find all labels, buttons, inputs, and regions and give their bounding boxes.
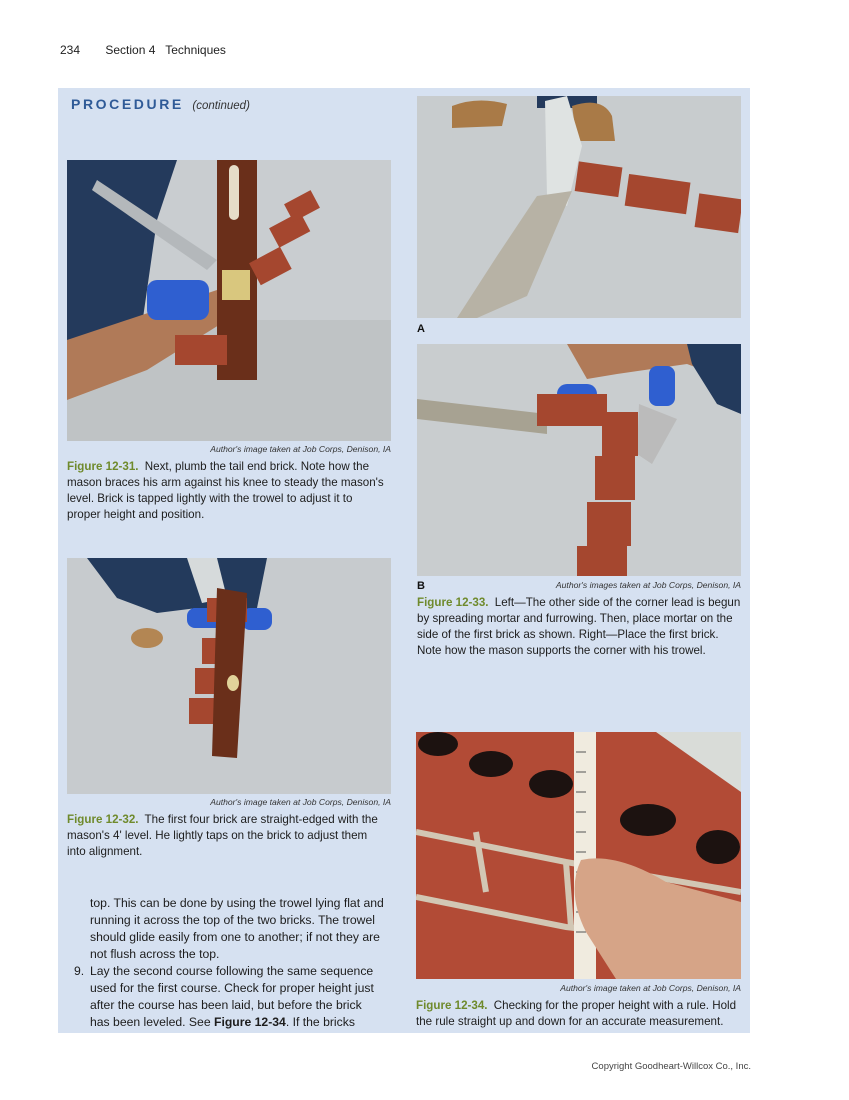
figure-12-31-credit: Author's image taken at Job Corps, Denison, IA <box>210 444 391 454</box>
figure-12-33-credit: Author's images taken at Job Corps, Denison, IA <box>555 580 741 590</box>
step-9-text-before: Lay the second course following the same sequence used for the first course. Check for proper height just after the course has been laid, but before the brick has been leveled. See <box>90 964 374 1029</box>
figure-12-32-credit: Author's image taken at Job Corps, Denison, IA <box>210 797 391 807</box>
step-9-figure-ref: Figure 12-34 <box>214 1015 286 1029</box>
step-continuation: top. This can be done by using the trowel lying flat and running it across the top of the two bricks. The trowel should glide easily from one to another; if not they are not flush across the top. <box>90 896 384 961</box>
figure-12-31-text: Next, plumb the tail end brick. Note how the mason braces his arm against his knee to steady the mason's level. Brick is tapped lightly with the trowel to adjust it to proper height and position. <box>67 460 384 521</box>
figure-12-33-sublabel-b: B <box>417 580 425 592</box>
figure-12-33-caption <box>417 595 743 659</box>
figure-12-31-caption <box>67 459 385 523</box>
step-9-text-after: . If the bricks <box>285 1015 355 1029</box>
procedure-body-text <box>74 895 384 1031</box>
figure-12-32-caption <box>67 812 385 860</box>
figure-12-33-label: Figure 12-33. <box>417 596 489 609</box>
figure-12-31-photo <box>67 160 391 441</box>
figure-12-33-photo-a <box>417 96 741 318</box>
copyright-notice: Copyright Goodheart-Willcox Co., Inc. <box>591 1061 751 1072</box>
step-9-text <box>90 963 384 1031</box>
figure-12-33-text: Left—The other side of the corner lead is begun by spreading mortar and furrowing. Then, place mortar on the side of the first brick as shown. Right—Place the first brick. Note how the mason supports the corner with his trowel. <box>417 596 741 657</box>
figure-12-34-credit: Author's image taken at Job Corps, Denison, IA <box>560 983 741 993</box>
figure-12-34-label: Figure 12-34. <box>416 999 488 1012</box>
step-9-number: 9. <box>74 964 85 978</box>
figure-12-34-photo <box>416 732 741 979</box>
section-title: Techniques <box>165 43 226 57</box>
figure-12-33-photo-b <box>417 344 741 576</box>
figure-12-32-label: Figure 12-32. <box>67 813 139 826</box>
figure-12-32-text: The first four brick are straight-edged with the mason's 4' level. He lightly taps on the brick to adjust them into alignment. <box>67 813 378 858</box>
procedure-continued: (continued) <box>192 100 250 112</box>
procedure-heading <box>71 96 250 112</box>
figure-12-31-label: Figure 12-31. <box>67 460 139 473</box>
running-header <box>60 43 226 57</box>
figure-12-34-caption <box>416 998 744 1030</box>
step-9 <box>74 963 384 1031</box>
section-number: Section 4 <box>105 43 156 57</box>
figure-12-34-text: Checking for the proper height with a rule. Hold the rule straight up and down for an accurate measurement. <box>416 999 737 1028</box>
procedure-title: PROCEDURE <box>71 96 184 112</box>
page-number: 234 <box>60 43 81 57</box>
figure-12-32-photo <box>67 558 391 794</box>
figure-12-33-sublabel-a: A <box>417 323 425 335</box>
